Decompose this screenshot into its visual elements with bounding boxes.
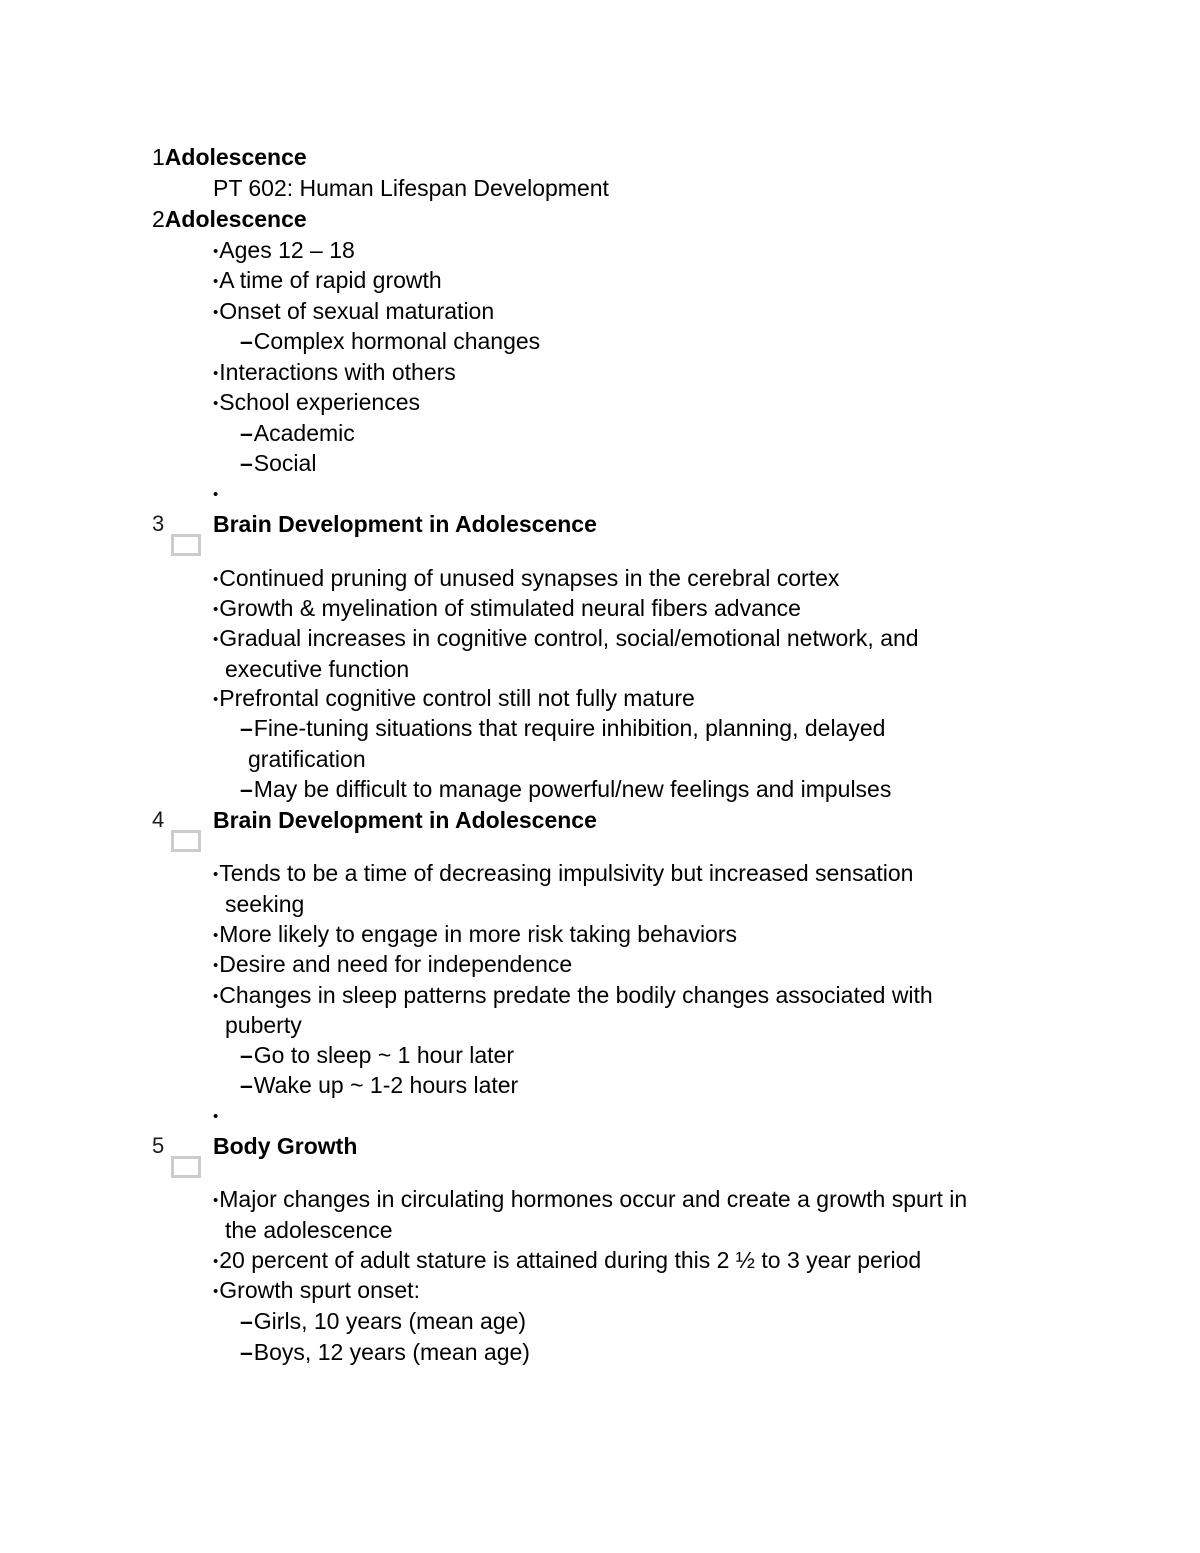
list-item: • Desire and need for independence	[213, 949, 572, 979]
list-item: • Gradual increases in cognitive control, social/emotional network, and	[213, 623, 919, 653]
sub-list-item: – Academic	[240, 418, 355, 448]
slide-2-heading	[152, 204, 307, 234]
list-item: • Major changes in circulating hormones occur and create a growth spurt in	[213, 1184, 967, 1214]
list-item: • Tends to be a time of decreasing impulsivity but increased sensation	[213, 858, 913, 888]
empty-bullet	[213, 478, 219, 508]
slide-1-title: Adolescence	[164, 144, 307, 170]
list-item: • 20 percent of adult stature is attained during this 2 ½ to 3 year period	[213, 1245, 921, 1275]
slide-1-heading	[152, 142, 307, 172]
slide-thumbnail-icon	[171, 1156, 201, 1178]
list-item: • A time of rapid growth	[213, 265, 442, 295]
list-item-continuation: puberty	[225, 1012, 302, 1038]
sub-list-item: – Go to sleep ~ 1 hour later	[240, 1040, 514, 1070]
slide-2-title: Adolescence	[164, 206, 307, 232]
list-item: • School experiences	[213, 387, 420, 417]
list-item-continuation: the adolescence	[225, 1217, 393, 1243]
list-item-continuation: seeking	[225, 891, 305, 917]
list-item: • Growth & myelination of stimulated neural fibers advance	[213, 593, 801, 623]
sub-list-item: – May be difficult to manage powerful/new feelings and impulses	[240, 774, 891, 804]
slide-1-subtitle: PT 602: Human Lifespan Development	[213, 175, 609, 201]
slide-1-number: 1	[152, 144, 165, 170]
list-item: • More likely to engage in more risk taking behaviors	[213, 919, 737, 949]
list-item: • Ages 12 – 18	[213, 235, 355, 265]
list-item: • Prefrontal cognitive control still not fully mature	[213, 683, 695, 713]
list-item: • Interactions with others	[213, 357, 456, 387]
list-item: • Continued pruning of unused synapses in the cerebral cortex	[213, 563, 839, 593]
sub-list-item: – Boys, 12 years (mean age)	[240, 1337, 530, 1367]
sub-list-item: – Complex hormonal changes	[240, 326, 540, 356]
list-item: • Growth spurt onset:	[213, 1275, 420, 1305]
slide-5-title: Body Growth	[213, 1133, 358, 1159]
empty-bullet	[213, 1100, 219, 1130]
slide-thumbnail-icon	[171, 830, 201, 852]
sub-list-item-continuation: gratification	[248, 746, 366, 772]
slide-3-title: Brain Development in Adolescence	[213, 511, 597, 537]
slide-3-number: 3	[152, 511, 165, 536]
list-item: • Changes in sleep patterns predate the bodily changes associated with	[213, 980, 933, 1010]
slide-4-title: Brain Development in Adolescence	[213, 807, 597, 833]
slide-2-number: 2	[152, 206, 165, 232]
sub-list-item: – Social	[240, 448, 316, 478]
sub-list-item: – Fine-tuning situations that require inhibition, planning, delayed	[240, 713, 885, 743]
slide-5-number: 5	[152, 1133, 165, 1158]
slide-4-number: 4	[152, 807, 165, 832]
sub-list-item: – Girls, 10 years (mean age)	[240, 1306, 526, 1336]
list-item-continuation: executive function	[225, 656, 410, 682]
sub-list-item: – Wake up ~ 1-2 hours later	[240, 1070, 518, 1100]
list-item: • Onset of sexual maturation	[213, 296, 494, 326]
slide-thumbnail-icon	[171, 534, 201, 556]
